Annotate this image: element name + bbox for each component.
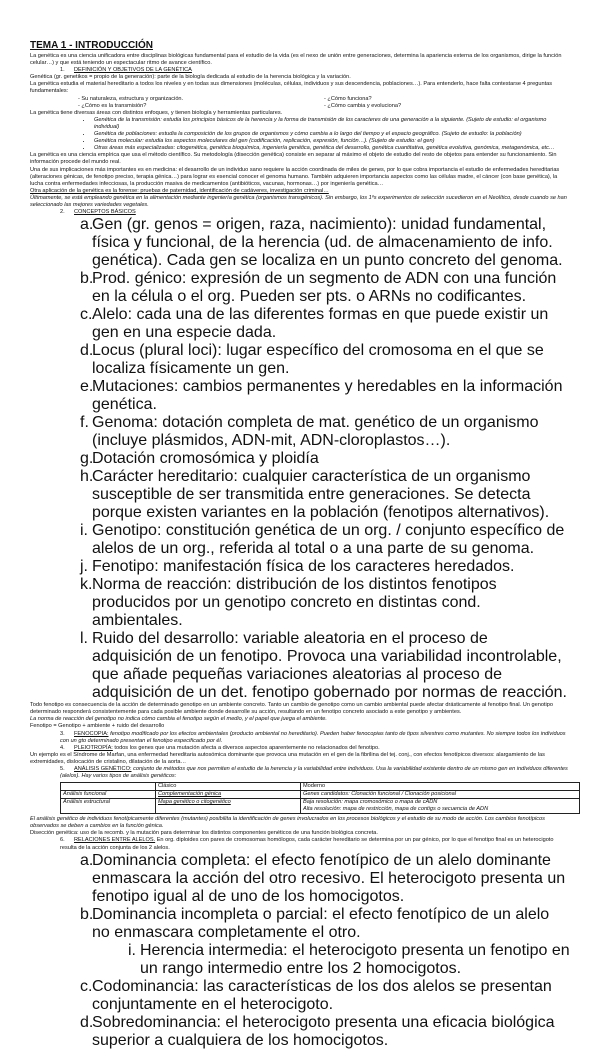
table-header-cell	[61, 783, 156, 791]
phenotype-paragraph: Todo fenotipo es consecuencia de la acción de determinado genotipo en un ambiente concreto. Tanto un cambio de genotipo como un cambio ambiental puede afectar drásticamente al fenotipo final. Un genotipo determinado responderá consistentemente para cada posible ambiente donde desarrolle su acción, resultando en un fenotipo concreto asociado a este genotipo y ambientes.	[30, 702, 553, 716]
area-item: • Genética de la transmisión: estudia los principios básicos de la herencia y la forma de transmisión de los caracteres de una generación a la siguiente. (Sujeto de estudio: el organismo individual)	[92, 117, 570, 131]
marfan-paragraph: Un ejemplo es el Síndrome de Marfan, una enfermedad hereditaria autosómica dominante que provoca una mutación en el gen de la fibrilina del tej. conj., con efectos fenotípicos diversos: alargamiento de las extremidades, dislocación de cristalino, dilatación de la aorta…	[30, 751, 545, 765]
question-item: - ¿Cómo es la transmisión?	[78, 103, 324, 110]
question-item: - ¿Cómo cambia y evoluciona?	[324, 103, 570, 110]
concept-item: i. Genotipo: constitución genética de un org. / conjunto específico de alelos de un org., referida al total o a una parte de su genoma.	[80, 522, 565, 558]
relation-item: b.Dominancia incompleta o parcial: el efecto fenotípico de un alelo no enmascara completamente el otro.	[80, 905, 550, 941]
question-item: - ¿Cómo funciona?	[324, 96, 570, 103]
analysis-paragraph: El análisis genético de individuos fenotípicamente diferentes (mutantes) posibilita la identificación de genes involucrados en los procesos biológicos y el estudio de su modo de acción. Los cambios fenotípicos observados se deben a cambios en la función génica.	[30, 816, 545, 830]
table-cell: Baja resolución: mapa cromosómico o mapa de cADN Alta resolución: mapa de restricción, mapa de contigs o secuencia de ADN	[301, 799, 580, 814]
forensic-paragraph: Otra aplicación de la genética es la forense: pruebas de paternidad, identificación de cadáveres, investigación criminal…	[30, 187, 329, 194]
concept-item: l. Ruido del desarrollo: variable aleatoria en el proceso de adquisición de un fenotipo. Provoca una variabilidad incontrolable, que añade pequeñas variaciones aleatorias al proceso de adquisición de un det. fenotipo gobernado por normas de reacción.	[80, 630, 567, 702]
section-heading-2: 2. CONCEPTOS BÁSICOS	[60, 209, 136, 216]
concept-item: b.Prod. génico: expresión de un segmento de ADN con una función en la célula o el org. Pueden ser pts. o ARNs no codificantes.	[80, 270, 557, 306]
table-row	[61, 791, 580, 799]
table-row	[61, 799, 580, 814]
concept-item: a.Gen (gr. genos = origen, raza, nacimiento): unidad fundamental, física y funcional, de la herencia (ud. de almacenamiento de info. genética). Cada gen se localiza en un punto concreto del genoma.	[80, 216, 563, 270]
applications-paragraph: Una de sus implicaciones más importantes es en medicina: el desarrollo de un individuo sano requiere la acción coordinada de miles de genes, por lo que cobra importancia el estudio de enfermedades hereditarias (alteraciones génicas, de fenotipo preciso, terapia génica…) para lograr es esencial conocer el genoma humano. También adquieren importancia aspectos como las células madre, el cáncer (con base genética), la lucha contra enfermedades infecciosas, la producción masiva de medicamentos (antibióticos, vacunas, hormonas…) por ingeniería genética…	[30, 166, 560, 187]
dissection-paragraph: Disección genética: uso de la recomb. y la mutación para determinar los distintos componentes genéticos de una función biológica concreta.	[30, 830, 378, 837]
relations-list	[30, 852, 570, 1050]
questions-list	[30, 96, 570, 110]
relation-item: a.Dominancia completa: el efecto fenotípico de un alelo dominante enmascara la acción del otro recesivo. El heterocigoto presenta un fenotipo igual al de uno de los homocigotos.	[80, 851, 566, 905]
page-title: TEMA 1 - INTRODUCCIÓN	[30, 40, 153, 51]
table-cell: Complementación génica	[156, 791, 301, 799]
concept-item: j. Fenotipo: manifestación física de los caracteres heredados.	[80, 558, 515, 576]
relation-item: c.Codominancia: las características de los dos alelos se presentan conjuntamente en el heterocigoto.	[80, 977, 552, 1013]
concept-item: f. Genoma: dotación completa de mat. genético de un organismo (incluye plásmidos, ADN-mit, ADN-cloroplastos…).	[80, 414, 539, 450]
area-item: • Otras áreas más especializadas: citogenética, genética bioquímica, ingeniería genética, genética del desarrollo, genética cuantitativa, genética evolutiva, genómica, metagenómica, etc…	[92, 145, 570, 152]
method-paragraph: La genética es una ciencia empírica que usa el método científico. Su metodología (disección genética) consiste en separar al máximo el objeto de estudio del resto de objetos para entender su funcionamiento. Sin información procede del mundo real.	[30, 152, 557, 166]
study-paragraph: La genética estudia el material hereditario a todos los niveles y en todas sus dimensiones (moléculas, células, individuos y sus descendencia, poblaciones…). Para entenderlo, hace falta contestarse 4 preguntas fundamentales:	[30, 81, 553, 95]
table-cell: Mapa genético o citogenético	[156, 799, 301, 814]
relation-item: i. Herencia intermedia: el heterocigoto presenta un fenotipo en un rango intermedio entre los 2 homocigotos.	[128, 941, 570, 977]
question-item: - Su naturaleza, estructura y organización.	[78, 96, 324, 103]
section-heading-5: 5. ANÁLISIS GENÉTICO: conjunto de métodos que nos permiten el estudio de la herencia y la variabilidad entre individuos. Usa la variabilidad existente dentro de un mismo gen en individuos diferentes (alelos). Hay varios tipos de análisis genéticos:	[60, 766, 568, 780]
areas-intro: La genética tiene diversas áreas con distintos enfoques, y tienen biología y herramientas particulares.	[30, 109, 283, 116]
analysis-table	[60, 782, 580, 814]
concept-item: d.Locus (plural loci): lugar específico del cromosoma en el que se localiza físicamente un gen.	[80, 342, 544, 378]
intro-paragraph: La genética es una ciencia unificadora entre disciplinas biológicas fundamental para el estudio de la vida (es el nexo de unión entre generaciones, determina la apariencia externa de los organismos, dirige la función celular…) y que está teniendo un espectacular ritmo de avance científico.	[30, 53, 562, 67]
table-header-row	[61, 783, 580, 791]
section-heading-6: 6. RELACIONES ENTRE ALELOS. En org. diploides con pares de cromosomas homólogos, cada carácter hereditario se determina por un par génico, por lo que el fenotipo final es un heterocigoto resulta de la acción conjunta de los 2 alelos.	[60, 837, 554, 851]
table-header-cell: Clásico	[156, 783, 301, 791]
concept-item: e.Mutaciones: cambios permanentes y heredables en la información genética.	[80, 378, 563, 414]
section-heading-3: 3. FENOCOPIA: fenotipo modificado por los efectos ambientales (producto ambiental no hereditario). Pueden haber fenocopias tanto de tipos silvestres como mutantes. No siempre todos los individuos con un gto determinado presentan el fenotipo especificado por él.	[60, 730, 566, 744]
concepts-list	[30, 216, 570, 702]
concept-item: g.Dotación cromosómica y ploidía	[80, 450, 319, 468]
table-cell: Análisis estructural	[61, 799, 156, 814]
section-heading-1: 1. DEFINICIÓN Y OBJETIVOS DE LA GENÉTICA	[60, 67, 192, 74]
table-cell: Genes candidatos: Clonación funcional / Clonación posicional	[301, 791, 580, 799]
relation-item: d.Sobredominancia: el heterocigoto presenta una eficacia biológica superior a cualquiera de los homocigotos.	[80, 1013, 555, 1049]
concept-item: c.Alelo: cada una de las diferentes formas en que puede existir un gen en una especie dada.	[80, 306, 549, 342]
agriculture-paragraph: Últimamente, se está empleando genética en la alimentación mediante ingeniería genética (organismos transgénicos). Sin embargo, los 1ºs experimentos de selección sucedieron en el Neolítico, desde cuando se han seleccionado las mejores variedades vegetales.	[30, 194, 567, 208]
concept-item: k.Norma de reacción: distribución de los distintos fenotipos producidos por un genotipo concreto en distintas cond. ambientales.	[80, 576, 497, 630]
area-item: • Genética de poblaciones: estudia la composición de los grupos de organismos y cómo cambia a lo largo del tiempo y el espacio geográfico. (Sujeto de estudio: la población)	[92, 131, 570, 138]
table-cell: Análisis funcional	[61, 791, 156, 799]
norm-paragraph: La norma de reacción del genotipo no indica cómo cambia el fenotipo según el medio, y el papel que juega el ambiente.	[30, 716, 327, 723]
formula-line: Fenotipo = Genotipo + ambiente + ruido del desarrollo	[30, 723, 165, 730]
area-item: • Genética molecular: estudia los aspectos moleculares del gen (codificación, replicación, expresión, función…). (Sujeto de estudio: el gen)	[92, 138, 570, 145]
definition-paragraph: Genética (gr. genetikos = propio de la generación): parte de la biología dedicada al estudio de la herencia biológica y la variación.	[30, 74, 351, 81]
areas-list	[30, 117, 570, 152]
table-header-cell: Moderno	[301, 783, 580, 791]
concept-item: h.Carácter hereditario: cualquier característica de un organismo susceptible de ser transmitida entre generaciones. Se detecta porque existen variantes en la población (fenotipos alternativos).	[80, 468, 550, 522]
section-heading-4: 4. PLEIOTROPÍA: todos los genes que una mutación afecta a diversos aspectos aparentemente no relacionados del fenotipo.	[60, 744, 380, 751]
